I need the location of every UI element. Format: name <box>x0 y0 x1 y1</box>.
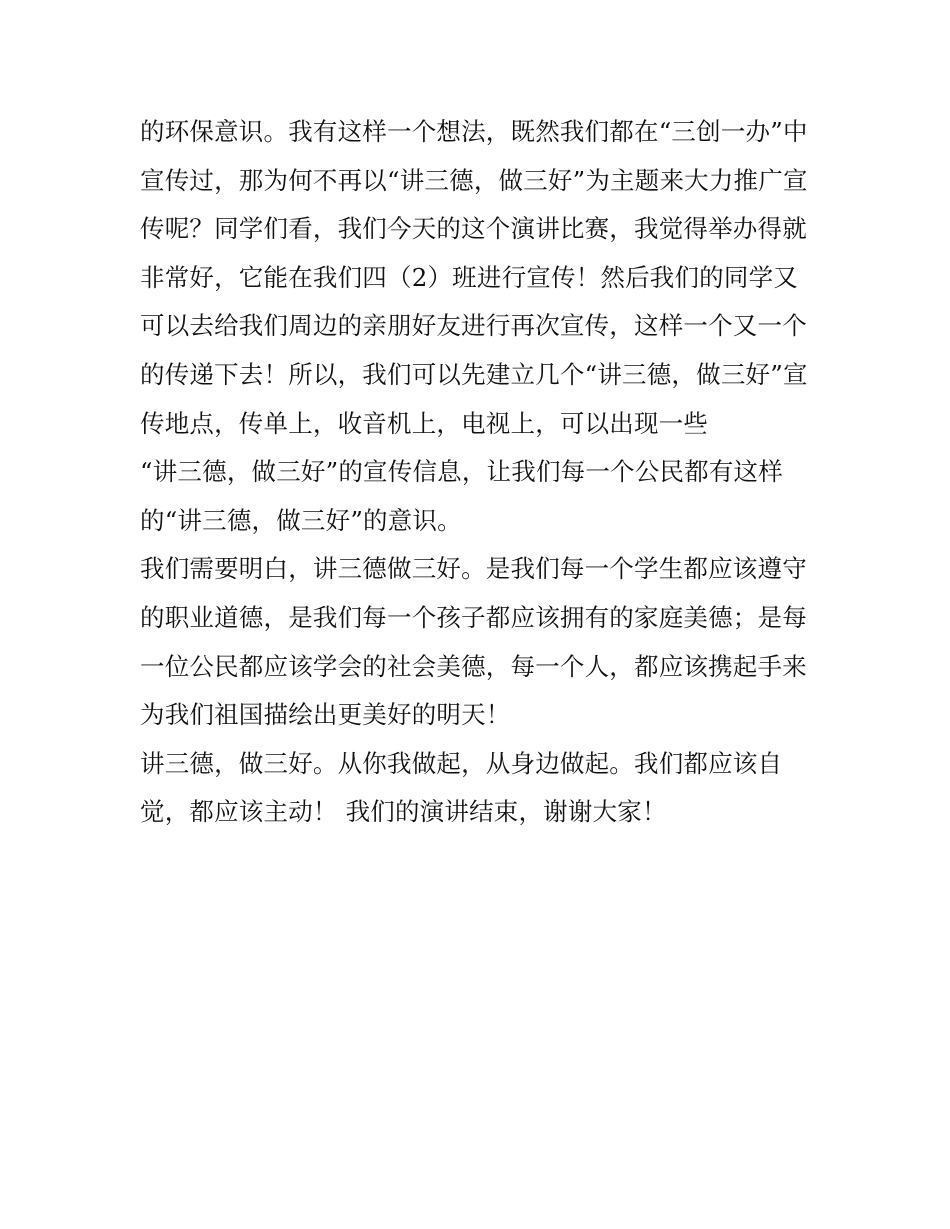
text-line: 传地点，传单上，收音机上，电视上，可以出现一些 <box>140 408 709 438</box>
text-line: 可以去给我们周边的亲朋好友进行再次宣传，这样一个又一个 <box>140 311 807 341</box>
text-line: “讲三德，做三好”的宣传信息，让我们每一个公民都有这样 <box>140 457 783 487</box>
text-line: 一位公民都应该学会的社会美德，每一个人，都应该携起手来 <box>140 651 807 681</box>
text-line: 的职业道德，是我们每一个孩子都应该拥有的家庭美德；是每 <box>140 602 807 632</box>
text-line: 讲三德，做三好。从你我做起，从身边做起。我们都应该自 <box>140 748 783 778</box>
text-line: 为我们祖国描绘出更美好的明天！ <box>140 700 511 730</box>
text-line: 宣传过，那为何不再以“讲三德，做三好”为主题来大力推广宣 <box>140 165 808 195</box>
text-line: 我们需要明白，讲三德做三好。是我们每一个学生都应该遵守 <box>140 554 807 584</box>
text-line: 的“讲三德，做三好”的意识。 <box>140 505 462 535</box>
text-line: 非常好，它能在我们四（2）班进行宣传！然后我们的同学又 <box>140 262 798 292</box>
document-body <box>140 108 820 837</box>
text-line: 的传递下去！所以，我们可以先建立几个“讲三德，做三好”宣 <box>140 359 808 389</box>
text-line: 觉，都应该主动！ 我们的演讲结束，谢谢大家！ <box>140 797 667 827</box>
text-line: 传呢？同学们看，我们今天的这个演讲比赛，我觉得举办得就 <box>140 214 807 244</box>
text-line: 的环保意识。我有这样一个想法，既然我们都在“三创一办”中 <box>140 117 808 146</box>
